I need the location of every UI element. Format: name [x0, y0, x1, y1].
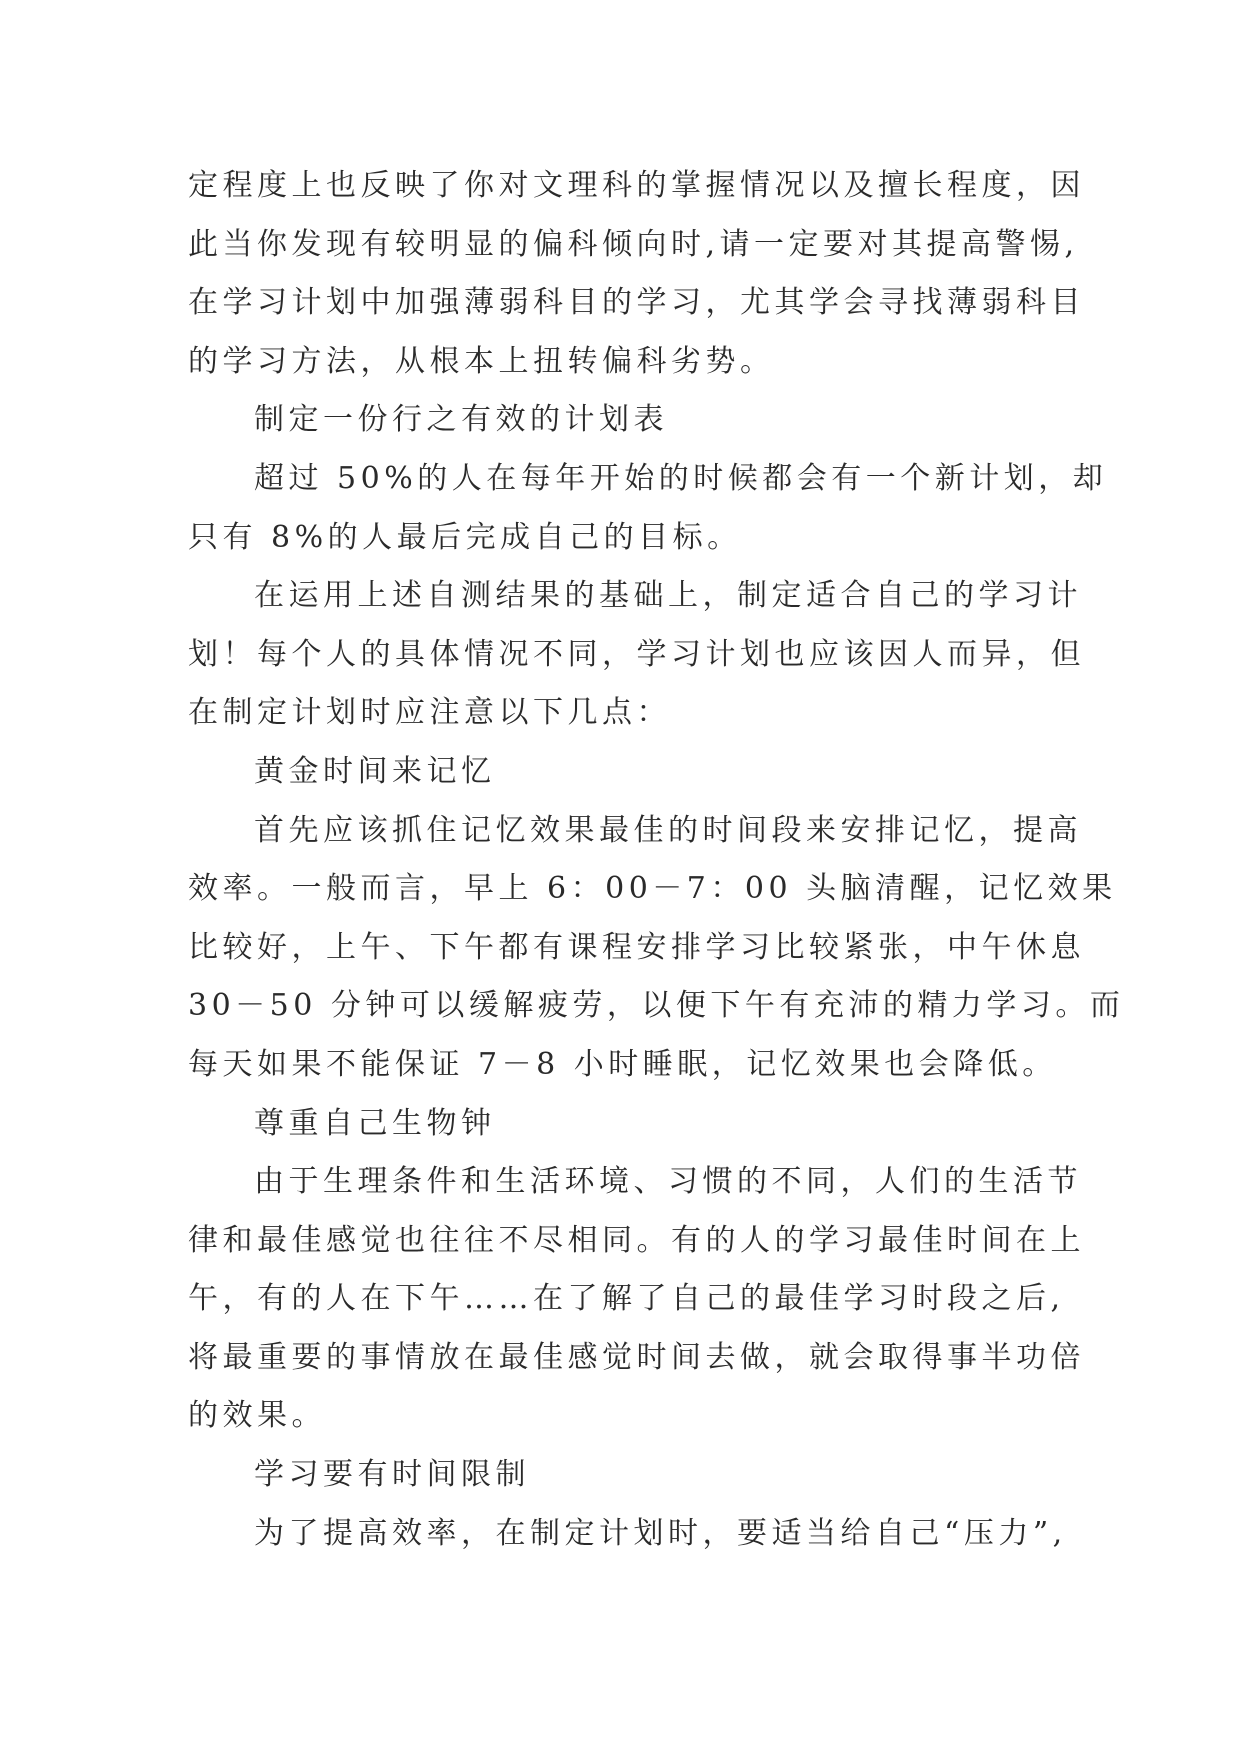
paragraph-first-line: 制定一份行之有效的计划表: [254, 402, 668, 438]
paragraph-line: 午，有的人在下午……在了解了自己的最佳学习时段之后,: [188, 1281, 1065, 1317]
paragraph-first-line: 由于生理条件和生活环境、习惯的不同，人们的生活节: [254, 1164, 1082, 1200]
paragraph-line: 定程度上也反映了你对文理科的掌握情况以及擅长程度，因: [188, 168, 1085, 203]
paragraph-line: 划！每个人的具体情况不同，学习计划也应该因人而异，但: [188, 636, 1085, 672]
paragraph-first-line: 学习要有时间限制: [254, 1457, 530, 1493]
paragraph-line: 在学习计划中加强薄弱科目的学习，尤其学会寻找薄弱科目: [188, 285, 1085, 321]
paragraph-first-line: 在运用上述自测结果的基础上，制定适合自己的学习计: [254, 578, 1082, 614]
document-body: [188, 157, 1125, 1563]
paragraph-line: 的学习方法，从根本上扭转偏科劣势。: [188, 343, 775, 379]
paragraph-line: 律和最佳感觉也往往不尽相同。有的人的学习最佳时间在上: [188, 1222, 1085, 1258]
paragraph-line: 每天如果不能保证 7－8 小时睡眠，记忆效果也会降低。: [188, 1046, 1057, 1082]
paragraph-line: 在制定计划时应注意以下几点：: [188, 695, 671, 731]
paragraph-line: 效率。一般而言，早上 6：00－7：00 头脑清醒，记忆效果: [188, 871, 1117, 907]
paragraph-first-line: 首先应该抓住记忆效果最佳的时间段来安排记忆，提高: [254, 812, 1082, 848]
paragraph-first-line: 黄金时间来记忆: [254, 753, 496, 789]
paragraph-line: 此当你发现有较明显的偏科倾向时,请一定要对其提高警惕,: [188, 226, 1079, 262]
paragraph-first-line: 为了提高效率，在制定计划时，要适当给自己“压力”,: [254, 1515, 1067, 1551]
paragraph-line: 的效果。: [188, 1398, 326, 1434]
paragraph-first-line: 超过 50%的人在每年开始的时候都会有一个新计划，却: [254, 460, 1108, 496]
paragraph-line: 将最重要的事情放在最佳感觉时间去做，就会取得事半功倍: [188, 1339, 1085, 1375]
paragraph-line: 只有 8%的人最后完成自己的目标。: [188, 519, 742, 555]
paragraph-first-line: 尊重自己生物钟: [254, 1105, 496, 1141]
paragraph-line: 30－50 分钟可以缓解疲劳，以便下午有充沛的精力学习。而: [188, 988, 1125, 1024]
paragraph-line: 比较好，上午、下午都有课程安排学习比较紧张，中午休息: [188, 929, 1085, 965]
